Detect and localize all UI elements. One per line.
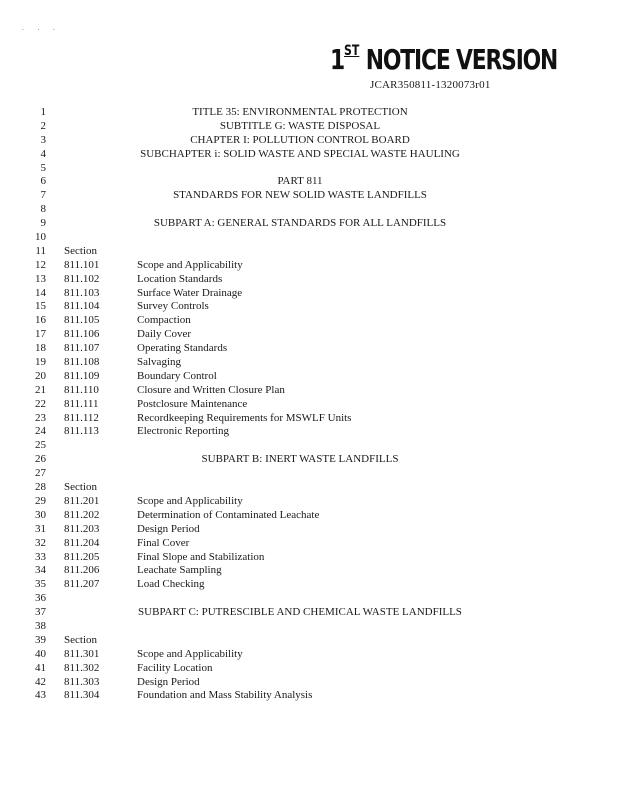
section-number: 811.110 bbox=[64, 383, 99, 396]
line-number: 7 bbox=[40, 189, 46, 202]
line-number: 8 bbox=[40, 203, 46, 216]
line-number: 38 bbox=[35, 619, 46, 632]
line-number: 12 bbox=[35, 258, 46, 271]
document-line bbox=[0, 328, 618, 342]
document-line bbox=[0, 467, 618, 481]
document-line bbox=[0, 606, 618, 620]
section-number: 811.106 bbox=[64, 328, 100, 341]
section-number: 811.101 bbox=[64, 258, 100, 271]
section-title: Leachate Sampling bbox=[137, 564, 222, 577]
document-line bbox=[0, 592, 618, 606]
section-number: 811.301 bbox=[64, 647, 100, 660]
section-number: 811.202 bbox=[64, 508, 100, 521]
line-number: 17 bbox=[35, 328, 46, 341]
numbered-lines bbox=[0, 106, 618, 703]
section-title: Scope and Applicability bbox=[137, 258, 243, 271]
line-number: 19 bbox=[35, 356, 46, 369]
section-title: Foundation and Mass Stability Analysis bbox=[137, 689, 313, 702]
line-number: 24 bbox=[35, 425, 46, 438]
document-line bbox=[0, 245, 618, 259]
section-title: Design Period bbox=[137, 522, 200, 535]
document-line bbox=[0, 398, 618, 412]
line-number: 14 bbox=[35, 286, 46, 299]
line-number: 3 bbox=[40, 133, 46, 146]
document-line bbox=[0, 287, 618, 301]
document-line bbox=[0, 203, 618, 217]
section-number: 811.304 bbox=[64, 689, 100, 702]
line-number: 1 bbox=[40, 106, 46, 118]
section-number: 811.206 bbox=[64, 564, 100, 577]
document-line bbox=[0, 453, 618, 467]
section-number: 811.108 bbox=[64, 356, 100, 369]
line-number: 28 bbox=[35, 481, 46, 494]
document-line bbox=[0, 662, 618, 676]
section-title: Daily Cover bbox=[137, 328, 192, 341]
document-line bbox=[0, 259, 618, 273]
section-number: 811.104 bbox=[64, 300, 100, 313]
document-line bbox=[0, 676, 618, 690]
section-title: Scope and Applicability bbox=[137, 494, 243, 507]
document-line bbox=[0, 425, 618, 439]
section-number: 811.205 bbox=[64, 550, 100, 563]
line-number: 29 bbox=[35, 494, 46, 507]
document-line bbox=[0, 564, 618, 578]
section-title: Scope and Applicability bbox=[137, 647, 243, 660]
document-line bbox=[0, 578, 618, 592]
document-line bbox=[0, 314, 618, 328]
document-line bbox=[0, 106, 618, 120]
document-line bbox=[0, 370, 618, 384]
section-title: Surface Water Drainage bbox=[137, 286, 243, 299]
document-line bbox=[0, 537, 618, 551]
section-title: Salvaging bbox=[137, 356, 181, 369]
section-title: Recordkeeping Requirements for MSWLF Units bbox=[137, 411, 352, 424]
section-title: Electronic Reporting bbox=[137, 425, 229, 438]
line-number: 32 bbox=[35, 536, 46, 549]
document-line bbox=[0, 134, 618, 148]
section-title: Operating Standards bbox=[137, 342, 228, 355]
document-line bbox=[0, 648, 618, 662]
section-number: 811.103 bbox=[64, 286, 100, 299]
section-title: Final Cover bbox=[137, 536, 190, 549]
section-title: Boundary Control bbox=[137, 369, 217, 382]
line-number: 25 bbox=[35, 439, 46, 452]
line-number: 21 bbox=[35, 383, 46, 396]
section-number: 811.105 bbox=[64, 314, 100, 327]
document-line bbox=[0, 189, 618, 203]
heading-text: SUBTITLE G: WASTE DISPOSAL bbox=[219, 119, 381, 132]
first-notice-stamp bbox=[330, 43, 557, 76]
document-line bbox=[0, 689, 618, 703]
line-number: 34 bbox=[35, 564, 46, 577]
section-title: Determination of Contaminated Leachate bbox=[137, 508, 320, 521]
document-line bbox=[0, 620, 618, 634]
section-title: Compaction bbox=[137, 314, 191, 327]
document-line bbox=[0, 342, 618, 356]
heading-text: SUBPART C: PUTRESCIBLE AND CHEMICAL WASTE LANDFILLS bbox=[138, 606, 462, 619]
document-line bbox=[0, 120, 618, 134]
line-number: 23 bbox=[35, 411, 46, 424]
section-number: 811.102 bbox=[64, 272, 100, 285]
line-number: 22 bbox=[35, 397, 46, 410]
heading-text: SUBCHAPTER i: SOLID WASTE AND SPECIAL WASTE HAULING bbox=[140, 147, 460, 160]
line-number: 30 bbox=[35, 508, 46, 521]
stamp-number: 1 bbox=[330, 43, 345, 76]
heading-text: CHAPTER I: POLLUTION CONTROL BOARD bbox=[190, 133, 410, 146]
document-line bbox=[0, 509, 618, 523]
section-number: 811.207 bbox=[64, 578, 100, 591]
document-line bbox=[0, 495, 618, 509]
scan-specks: . . . bbox=[22, 24, 61, 32]
document-id: JCAR350811-1320073r01 bbox=[370, 79, 491, 91]
line-number: 33 bbox=[35, 550, 46, 563]
line-number: 35 bbox=[35, 578, 46, 591]
line-number: 6 bbox=[40, 175, 46, 188]
section-title: Design Period bbox=[137, 675, 200, 688]
section-title: Location Standards bbox=[137, 272, 223, 285]
line-number: 18 bbox=[35, 342, 46, 355]
document-line bbox=[0, 412, 618, 426]
section-number: 811.204 bbox=[64, 536, 100, 549]
line-number: 36 bbox=[35, 592, 46, 605]
document-line bbox=[0, 162, 618, 176]
line-number: 42 bbox=[35, 675, 46, 688]
section-number: 811.203 bbox=[64, 522, 100, 535]
section-title: Final Slope and Stabilization bbox=[137, 550, 265, 563]
line-number: 11 bbox=[35, 244, 46, 257]
line-number: 43 bbox=[35, 689, 46, 702]
line-number: 20 bbox=[35, 369, 46, 382]
section-title: Postclosure Maintenance bbox=[137, 397, 248, 410]
section-number: 811.109 bbox=[64, 369, 100, 382]
heading-text: SUBPART B: INERT WASTE LANDFILLS bbox=[201, 453, 399, 466]
document-line bbox=[0, 523, 618, 537]
document-line bbox=[0, 551, 618, 565]
line-number: 27 bbox=[35, 467, 46, 480]
section-number: 811.112 bbox=[64, 411, 99, 424]
document-line bbox=[0, 356, 618, 370]
section-number: 811.303 bbox=[64, 675, 100, 688]
document-line bbox=[0, 273, 618, 287]
section-column-heading: Section bbox=[64, 244, 97, 257]
section-number: 811.111 bbox=[64, 397, 99, 410]
document-line bbox=[0, 148, 618, 162]
section-number: 811.302 bbox=[64, 661, 100, 674]
heading-text: TITLE 35: ENVIRONMENTAL PROTECTION bbox=[192, 106, 408, 118]
heading-text: PART 811 bbox=[277, 175, 323, 188]
section-number: 811.113 bbox=[64, 425, 99, 438]
section-number: 811.107 bbox=[64, 342, 100, 355]
line-number: 10 bbox=[35, 231, 46, 244]
section-title: Facility Location bbox=[137, 661, 213, 674]
line-number: 31 bbox=[35, 522, 46, 535]
section-column-heading: Section bbox=[64, 633, 97, 646]
line-number: 16 bbox=[35, 314, 46, 327]
line-number: 4 bbox=[40, 147, 46, 160]
document-line bbox=[0, 634, 618, 648]
section-title: Survey Controls bbox=[137, 300, 209, 313]
line-number: 40 bbox=[35, 647, 46, 660]
stamp-text: NOTICE VERSION bbox=[365, 43, 558, 76]
document-line bbox=[0, 481, 618, 495]
document-line bbox=[0, 231, 618, 245]
heading-text: STANDARDS FOR NEW SOLID WASTE LANDFILLS bbox=[173, 189, 427, 202]
line-number: 26 bbox=[35, 453, 46, 466]
line-number: 15 bbox=[35, 300, 46, 313]
line-number: 5 bbox=[40, 161, 46, 174]
heading-text: SUBPART A: GENERAL STANDARDS FOR ALL LANDFILLS bbox=[153, 217, 447, 230]
document-line bbox=[0, 439, 618, 453]
section-title: Load Checking bbox=[137, 578, 205, 591]
stamp-ordinal: ST bbox=[344, 43, 360, 59]
document-line bbox=[0, 300, 618, 314]
section-number: 811.201 bbox=[64, 494, 100, 507]
line-number: 9 bbox=[40, 217, 46, 230]
line-number: 39 bbox=[35, 633, 46, 646]
line-number: 41 bbox=[35, 661, 46, 674]
document-line bbox=[0, 217, 618, 231]
document-line bbox=[0, 384, 618, 398]
line-number: 2 bbox=[40, 119, 46, 132]
document-line bbox=[0, 175, 618, 189]
line-number: 37 bbox=[35, 606, 46, 619]
line-number: 13 bbox=[35, 272, 46, 285]
section-title: Closure and Written Closure Plan bbox=[137, 383, 285, 396]
section-column-heading: Section bbox=[64, 481, 97, 494]
